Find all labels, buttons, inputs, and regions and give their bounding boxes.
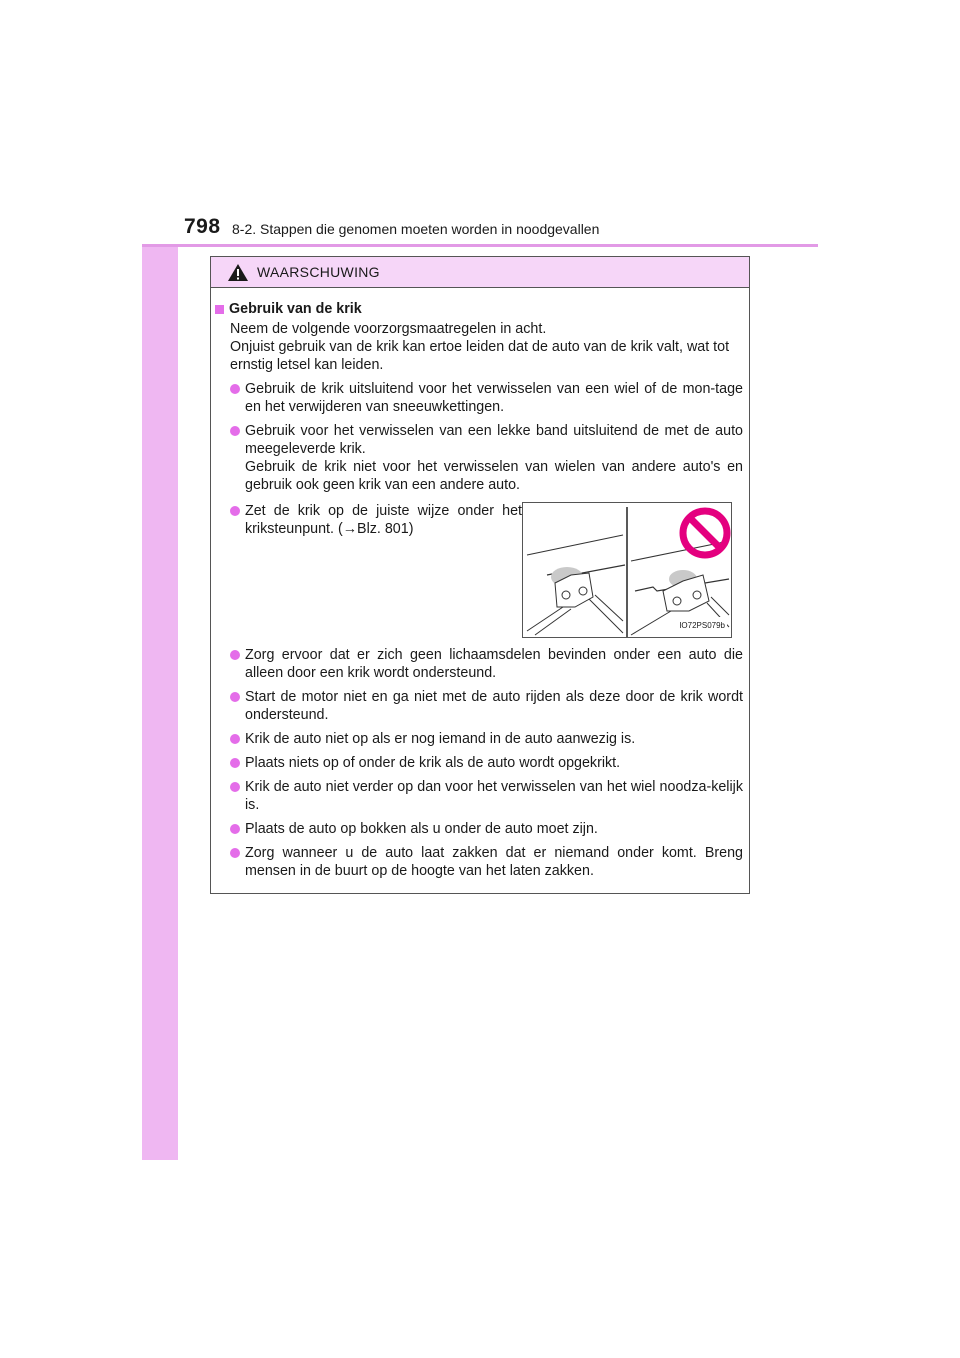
header-rule	[142, 244, 818, 247]
bullet-dot-icon	[230, 426, 240, 436]
figure-code: IO72PS079b	[677, 617, 727, 635]
warning-title: WAARSCHUWING	[257, 264, 380, 280]
warning-body	[211, 288, 749, 880]
list-item-text: Zorg ervoor dat er zich geen lichaamsdelen bevinden onder een auto die alleen door een krik wordt ondersteund.	[245, 647, 743, 681]
intro-line: Neem de volgende voorzorgsmaatregelen in acht.	[230, 321, 547, 337]
bullet-dot-icon	[230, 848, 240, 858]
list-item-text: Zorg wanneer u de auto laat zakken dat er niemand onder komt. Breng mensen in de buurt op de hoogte van het laten zakken.	[245, 845, 743, 879]
prohibited-icon	[683, 511, 727, 555]
bullet-dot-icon	[230, 506, 240, 516]
list-item-text: Start de motor niet en ga niet met de auto rijden als deze door de krik wordt ondersteund.	[245, 689, 743, 723]
list-item	[215, 688, 743, 724]
list-item	[215, 730, 743, 748]
list-item-text: Plaats de auto op bokken als u onder de auto moet zijn.	[245, 821, 598, 837]
warning-triangle-icon	[227, 263, 249, 282]
list-item	[215, 646, 743, 682]
warning-box	[210, 256, 750, 894]
bullet-dot-icon	[230, 650, 240, 660]
list-item	[215, 422, 743, 494]
square-bullet-icon	[215, 305, 224, 314]
list-item-text: Krik de auto niet op als er nog iemand in de auto aanwezig is.	[245, 731, 636, 747]
intro-line: Onjuist gebruik van de krik kan ertoe leiden dat de auto van de krik valt, wat tot ernstig letsel kan leiden.	[230, 339, 730, 373]
warning-sub-heading	[215, 300, 743, 318]
list-item-text: Gebruik de krik uitsluitend voor het verwisselen van een wiel of de mon-tage en het verwijderen van sneeuwkettingen.	[245, 381, 743, 415]
sub-heading-text: Gebruik van de krik	[229, 301, 362, 317]
section-title: 8-2. Stappen die genomen moeten worden in noodgevallen	[232, 221, 600, 237]
list-item-text: Gebruik voor het verwisselen van een lekke band uitsluitend de met de auto meegeleverde krik.	[245, 423, 743, 457]
list-item-text: Gebruik de krik niet voor het verwisselen van wielen van andere auto's en gebruik ook geen krik van een andere auto.	[245, 459, 743, 493]
page-number: 798	[184, 215, 221, 238]
list-item-text: Plaats niets op of onder de krik als de auto wordt opgekrikt.	[245, 755, 621, 771]
figure-row	[215, 502, 743, 638]
list-item	[215, 754, 743, 772]
bullet-dot-icon	[230, 734, 240, 744]
jack-illustration	[522, 502, 732, 638]
list-item	[215, 820, 743, 838]
warning-header	[211, 257, 749, 288]
bullet-dot-icon	[230, 782, 240, 792]
list-item-text: Zet de krik op de juiste wijze onder het kriksteunpunt. (→Blz. 801)	[245, 503, 522, 537]
bullet-dot-icon	[230, 384, 240, 394]
bullet-dot-icon	[230, 758, 240, 768]
list-item	[215, 844, 743, 880]
bullet-dot-icon	[230, 824, 240, 834]
list-item	[215, 502, 522, 632]
list-item-text: Krik de auto niet verder op dan voor het verwisselen van het wiel noodza-kelijk is.	[245, 779, 743, 813]
list-item	[215, 380, 743, 416]
chapter-side-tab	[142, 197, 178, 1160]
intro-text	[215, 320, 743, 374]
list-item	[215, 778, 743, 814]
bullet-dot-icon	[230, 692, 240, 702]
